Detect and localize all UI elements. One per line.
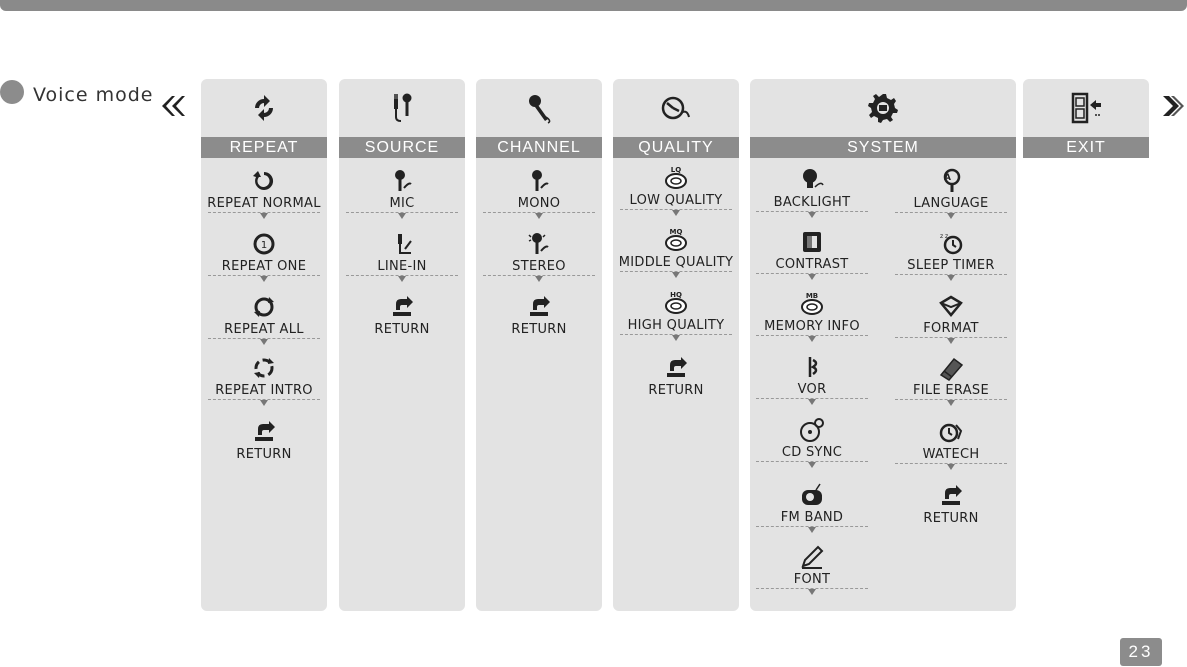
item-label: LANGUAGE — [913, 196, 989, 211]
dashed-divider — [620, 271, 732, 272]
repeat-normal-icon — [251, 168, 277, 194]
down-arrow-icon — [672, 335, 680, 341]
contrast-icon — [799, 229, 825, 255]
microphone-icon — [476, 89, 602, 127]
mq-icon — [663, 227, 689, 253]
down-arrow-icon — [260, 400, 268, 406]
channel-header[interactable]: CHANNEL — [476, 137, 602, 158]
mic-icon — [389, 168, 415, 194]
item-label: RETURN — [648, 383, 704, 398]
item-label: FILE ERASE — [913, 383, 989, 398]
mono-mic-icon — [526, 168, 552, 194]
dashed-divider — [756, 273, 868, 274]
dashed-divider — [208, 399, 320, 400]
down-arrow-icon — [535, 276, 543, 282]
return-icon — [526, 294, 552, 320]
down-arrow-icon — [808, 589, 816, 595]
menu-item-language[interactable] — [891, 168, 1011, 228]
quality-column — [613, 79, 739, 611]
down-arrow-icon — [947, 338, 955, 344]
format-icon — [938, 293, 964, 319]
repeat-one-icon — [251, 231, 277, 257]
quality-icon — [613, 89, 739, 127]
menu-item-middle-quality[interactable] — [616, 227, 736, 287]
return-icon — [251, 419, 277, 445]
menu-item-watech[interactable] — [891, 419, 1011, 479]
down-arrow-icon — [808, 399, 816, 405]
dashed-divider — [483, 275, 595, 276]
dashed-divider — [756, 211, 868, 212]
language-icon — [938, 168, 964, 194]
gear-icon — [750, 89, 1016, 127]
down-arrow-icon — [808, 527, 816, 533]
down-arrow-icon — [260, 339, 268, 345]
item-label: CONTRAST — [775, 257, 849, 272]
dashed-divider — [208, 338, 320, 339]
vor-icon — [799, 354, 825, 380]
line-in-icon — [389, 231, 415, 257]
menu-item-line-in[interactable] — [342, 231, 462, 291]
down-arrow-icon — [260, 213, 268, 219]
dashed-divider — [756, 398, 868, 399]
down-arrow-icon — [808, 274, 816, 280]
down-arrow-icon — [398, 213, 406, 219]
item-label: CD SYNC — [781, 445, 843, 460]
repeat-icon — [201, 89, 327, 127]
dashed-divider — [756, 588, 868, 589]
menu-item-return[interactable] — [616, 355, 736, 415]
hq-badge: HQ — [670, 291, 682, 299]
cd-sync-icon — [799, 417, 825, 443]
dashed-divider — [620, 209, 732, 210]
menu-item-file-erase[interactable] — [891, 355, 1011, 415]
item-label: LINE-IN — [377, 259, 427, 274]
dashed-divider — [756, 335, 868, 336]
down-arrow-icon — [947, 400, 955, 406]
pencil-icon — [799, 544, 825, 570]
item-label: MIDDLE QUALITY — [618, 255, 734, 270]
stereo-mic-icon — [526, 231, 552, 257]
dashed-divider — [895, 399, 1007, 400]
dashed-divider — [346, 212, 458, 213]
menu-item-fm-band[interactable] — [752, 482, 872, 542]
down-arrow-icon — [808, 212, 816, 218]
watch-icon — [938, 419, 964, 445]
dashed-divider — [895, 212, 1007, 213]
item-label: MONO — [517, 196, 561, 211]
item-label: FM BAND — [780, 510, 844, 525]
quality-header[interactable]: QUALITY — [613, 137, 739, 158]
return-icon — [389, 294, 415, 320]
item-label: RETURN — [374, 322, 430, 337]
menu-item-mono[interactable] — [479, 168, 599, 228]
item-label: FORMAT — [923, 321, 979, 336]
menu-item-mic[interactable] — [342, 168, 462, 228]
mb-badge: MB — [805, 292, 819, 300]
down-arrow-icon — [947, 213, 955, 219]
repeat-all-icon — [251, 294, 277, 320]
down-arrow-icon — [672, 272, 680, 278]
menu-item-cd-sync[interactable] — [752, 417, 872, 477]
item-label: HIGH QUALITY — [627, 318, 725, 333]
exit-header[interactable]: EXIT — [1023, 137, 1149, 158]
down-arrow-icon — [672, 210, 680, 216]
lq-badge: LQ — [670, 166, 682, 174]
dashed-divider — [895, 463, 1007, 464]
menu-item-memory-info[interactable] — [752, 291, 872, 351]
dashed-divider — [895, 274, 1007, 275]
item-label: RETURN — [923, 511, 979, 526]
menu-item-repeat-all[interactable] — [204, 294, 324, 354]
item-label: LOW QUALITY — [629, 193, 723, 208]
menu-item-low-quality[interactable] — [616, 165, 736, 225]
down-arrow-icon — [260, 276, 268, 282]
dashed-divider — [483, 212, 595, 213]
repeat-column — [201, 79, 327, 611]
mode-label: Voice mode — [33, 84, 154, 106]
menu-item-high-quality[interactable] — [616, 290, 736, 350]
item-label: STEREO — [512, 259, 566, 274]
eraser-icon — [938, 355, 964, 381]
dashed-divider — [756, 461, 868, 462]
menu-item-return[interactable] — [204, 419, 324, 479]
svg-text:A: A — [944, 173, 951, 183]
exit-column — [1023, 79, 1149, 158]
return-icon — [663, 355, 689, 381]
item-label: REPEAT INTRO — [215, 383, 313, 398]
item-label: RETURN — [236, 447, 292, 462]
dashed-divider — [208, 275, 320, 276]
lq-icon — [663, 165, 689, 191]
return-icon — [938, 483, 964, 509]
menu-item-backlight[interactable] — [752, 167, 872, 227]
dashed-divider — [756, 526, 868, 527]
item-label: BACKLIGHT — [773, 195, 851, 210]
menu-item-repeat-normal[interactable] — [204, 168, 324, 228]
exit-door-icon — [1023, 89, 1149, 127]
page-number: 23 — [1120, 638, 1162, 666]
repeat-header[interactable]: REPEAT — [201, 137, 327, 158]
menu-item-return[interactable] — [891, 483, 1011, 543]
chevron-right-icon[interactable] — [1160, 94, 1186, 118]
down-arrow-icon — [535, 213, 543, 219]
system-column — [750, 79, 1016, 611]
menu-item-format[interactable] — [891, 293, 1011, 353]
zz-badge: z z — [940, 233, 949, 240]
menu-item-return[interactable] — [342, 294, 462, 354]
item-label: RETURN — [511, 322, 567, 337]
mq-badge: MQ — [669, 228, 683, 236]
menu-item-vor[interactable] — [752, 354, 872, 414]
menu-item-sleep-timer[interactable] — [891, 230, 1011, 290]
menu-item-stereo[interactable] — [479, 231, 599, 291]
down-arrow-icon — [947, 464, 955, 470]
menu-item-font[interactable] — [752, 544, 872, 604]
radio-icon — [799, 482, 825, 508]
item-label: REPEAT ALL — [224, 322, 304, 337]
item-label: VOR — [797, 382, 827, 397]
down-arrow-icon — [808, 336, 816, 342]
mic-plug-icon — [339, 89, 465, 127]
alarm-clock-icon — [938, 230, 964, 256]
bulb-icon — [799, 167, 825, 193]
channel-column — [476, 79, 602, 611]
menu-item-contrast[interactable] — [752, 229, 872, 289]
down-arrow-icon — [947, 275, 955, 281]
item-label: SLEEP TIMER — [907, 258, 995, 273]
double-chevron-left-icon[interactable] — [160, 94, 186, 118]
item-label: REPEAT ONE — [221, 259, 307, 274]
source-column — [339, 79, 465, 611]
memory-icon — [799, 291, 825, 317]
menu-item-repeat-intro[interactable] — [204, 355, 324, 415]
dashed-divider — [208, 212, 320, 213]
item-label: WATECH — [922, 447, 980, 462]
item-label: MEMORY INFO — [764, 319, 860, 334]
down-arrow-icon — [398, 276, 406, 282]
system-header[interactable]: SYSTEM — [750, 137, 1016, 158]
item-label: REPEAT NORMAL — [207, 196, 321, 211]
svg-text:1: 1 — [260, 240, 268, 251]
item-label: MIC — [389, 196, 415, 211]
menu-item-return[interactable] — [479, 294, 599, 354]
mode-bullet-icon — [0, 80, 24, 104]
hq-icon — [663, 290, 689, 316]
dashed-divider — [346, 275, 458, 276]
top-bar — [0, 0, 1187, 11]
dashed-divider — [895, 337, 1007, 338]
repeat-intro-icon — [251, 355, 277, 381]
item-label: FONT — [793, 572, 831, 587]
down-arrow-icon — [808, 462, 816, 468]
dashed-divider — [620, 334, 732, 335]
source-header[interactable]: SOURCE — [339, 137, 465, 158]
menu-item-repeat-one[interactable] — [204, 231, 324, 291]
